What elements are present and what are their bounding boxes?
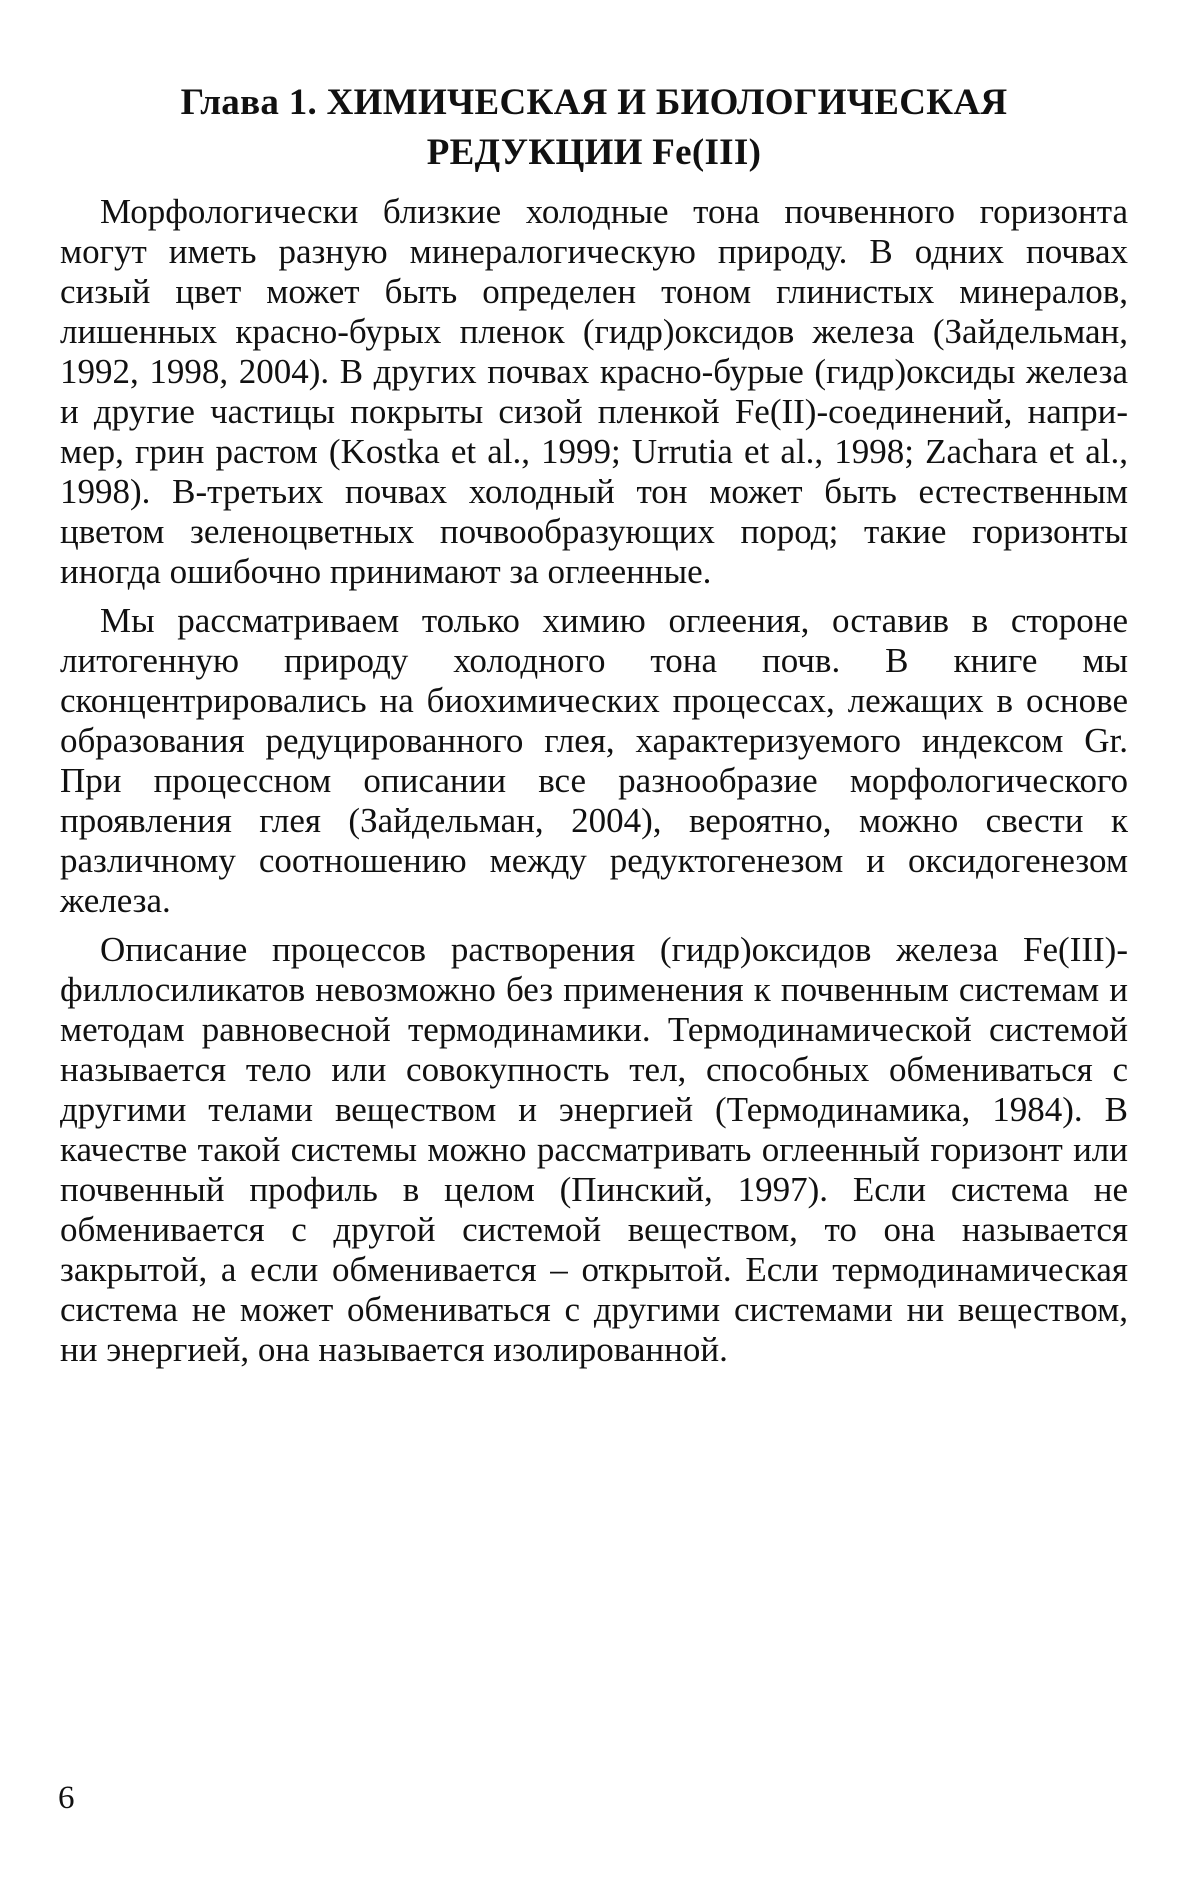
- paragraph-1: Морфологически близкие холодные тона почвенного горизонта могут иметь разную минералогическую природу. В одних почвах сизый цвет может быть определен тоном глинистых минералов, лишенных красно-бурых пленок (гидр)оксидов железа (Зайдельман, 1992, 1998, 2004). В других почвах красно-бурые (гидр)оксиды железа и другие частицы покрыты сизой пленкой Fe(II)-соединений, например, грин растом (Kostka et al., 1999; Urrutia et al., 1998; Zachara et al., 1998). В-третьих почвах холодный тон может быть естественным цветом зеленоцветных почвообразующих пород; такие горизонты иногда ошибочно принимают за оглеенные.: [60, 192, 1128, 591]
- paragraph-3: Описание процессов растворения (гидр)оксидов железа Fe(III)-филлосиликатов невозможно без применения к почвенным системам и методам равновесной термодинамики. Термодинамической системой называется тело или совокупность тел, способных обмениваться с другими телами веществом и энергией (Термодинамика, 1984). В качестве такой системы можно рассматривать оглеенный горизонт или почвенный профиль в целом (Пинский, 1997). Если система не обменивается с другой системой веществом, то она называется закрытой, а если обменивается – открытой. Если термодинамическая система не может обмениваться с другими системами ни веществом, ни энергией, она называется изолированной.: [60, 930, 1128, 1369]
- chapter-title-line-1: Глава 1. ХИМИЧЕСКАЯ И БИОЛОГИЧЕСКАЯ: [180, 82, 1008, 123]
- chapter-title-line-2: РЕДУКЦИИ Fe(III): [426, 132, 762, 173]
- chapter-title: [60, 78, 1128, 178]
- page-content: [60, 78, 1128, 1379]
- page-number: 6: [58, 1780, 75, 1816]
- paragraph-2: Мы рассматриваем только химию оглеения, оставив в стороне литогенную природу холодного тона почв. В книге мы сконцентрировались на биохимических процессах, лежащих в основе образования редуцированного глея, характеризуемого индексом Gr. При процессном описании все разнообразие морфологического проявления глея (Зайдельман, 2004), вероятно, можно свести к различному соотношению между редуктогенезом и оксидогенезом железа.: [60, 601, 1128, 920]
